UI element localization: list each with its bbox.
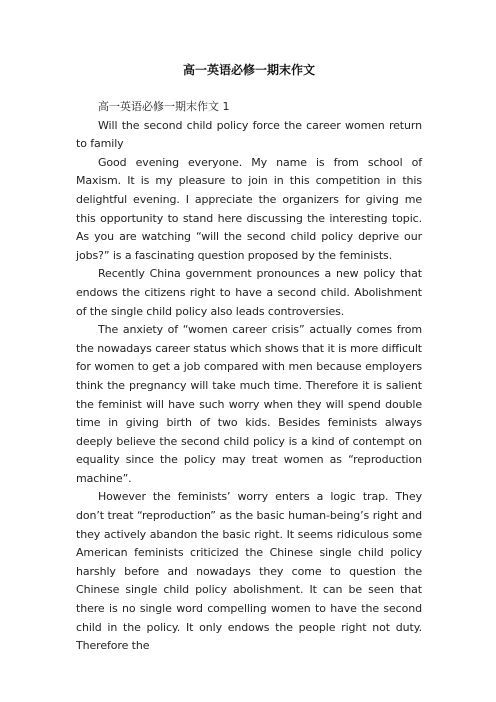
paragraph: Good evening everyone. My name is from school of Maxism. It is my pleasure to join in this competition in this delightful evening. I appreciate the organizers for giving me this opportunity to stand here discussing the interesting topic. As you are watching “will the second child policy deprive our jobs?” is a fascinating question proposed by the feminists. <box>76 155 422 262</box>
document-subtitle: 高一英语必修一期末作文 1 <box>98 100 230 113</box>
document-title: 高一英语必修一期末作文 <box>182 63 315 77</box>
paragraph: Recently China government pronounces a new policy that endows the citizens right to have a second child. Abolishment of the single child policy also leads controversies. <box>76 267 422 318</box>
paragraph: The anxiety of “women career crisis” actually comes from the nowadays career status which shows that it is more difficult for women to get a job compared with men because employers think the pregnancy will take much time. Therefore it is salient the feminist will have such worry when they will spend double time in giving birth of two kids. Besides feminists always deeply believe the second child policy is a kind of contempt on equality since the policy may treat women as “reproduction machine”. <box>76 323 422 485</box>
paragraph: However the feminists’ worry enters a logic trap. They don’t treat “reproduction” as the basic human-being’s right and they actively abandon the basic right. It seems ridiculous some American feminists criticized the Chinese single child policy harshly before and nowadays they come to question the Chinese single child policy abolishment. It can be seen that there is no single word compelling women to have the second child in the policy. It only endows the people right not duty. Therefore the <box>76 490 422 653</box>
paragraph: Will the second child policy force the career women return to family <box>76 118 422 151</box>
